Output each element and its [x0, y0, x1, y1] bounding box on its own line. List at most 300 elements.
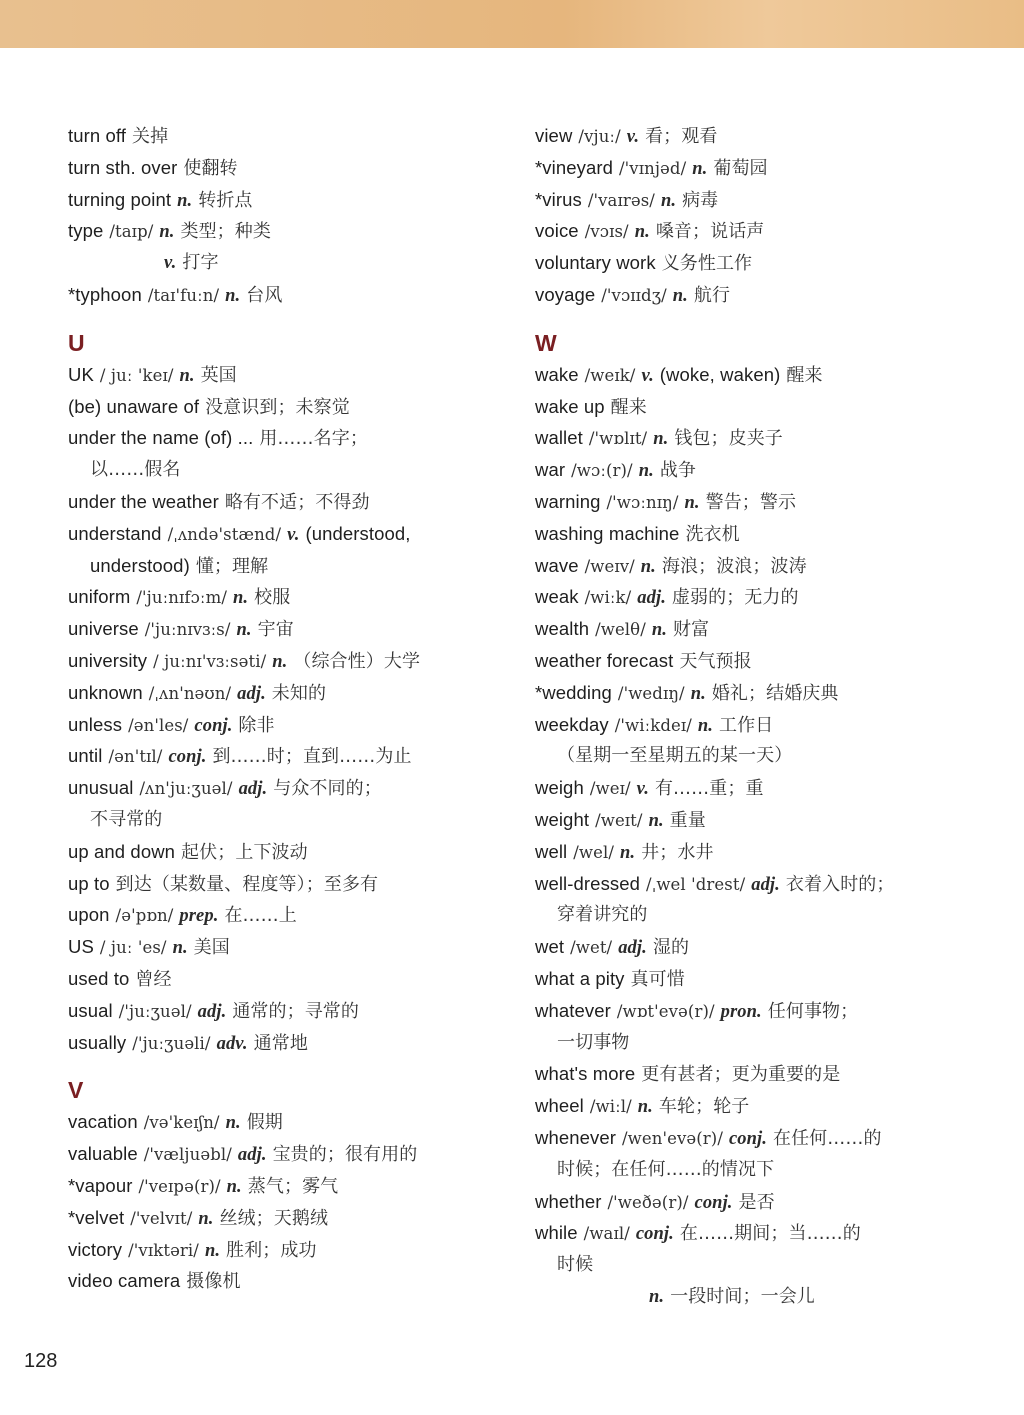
- headword: valuable: [68, 1143, 138, 1165]
- phonetic: /ʌn'juːʒuəl/: [139, 779, 233, 799]
- chinese-meaning: 摄像机: [186, 1271, 241, 1293]
- dictionary-entry: [68, 963, 508, 995]
- entry-continuation: [535, 1281, 995, 1313]
- headword: unusual: [68, 777, 134, 799]
- headword: voice: [535, 220, 579, 242]
- part-of-speech: n.: [634, 222, 650, 243]
- entry-continuation: [68, 454, 508, 486]
- dictionary-entry: [68, 279, 508, 311]
- chinese-meaning: 一切事物: [557, 1031, 630, 1053]
- entry-continuation: [535, 899, 995, 931]
- chinese-meaning: 婚礼；结婚庆典: [711, 682, 839, 704]
- headword: used to: [68, 967, 130, 989]
- part-of-speech: conj.: [194, 715, 233, 736]
- headword: up and down: [68, 840, 176, 862]
- headword: *virus: [535, 188, 582, 210]
- headword: washing machine: [535, 522, 680, 544]
- dictionary-entry: [68, 772, 508, 804]
- part-of-speech: n.: [692, 158, 708, 179]
- chinese-meaning: 台风: [246, 284, 283, 306]
- dictionary-entry: [68, 422, 508, 454]
- dictionary-entry: [68, 215, 508, 247]
- phonetic: /wɒt'evə(r)/: [616, 1001, 715, 1021]
- headword: whatever: [535, 999, 611, 1021]
- chinese-meaning: 蒸气；雾气: [247, 1175, 339, 1197]
- chinese-meaning: 假期: [246, 1112, 283, 1134]
- phonetic: /wɔː(r)/: [571, 461, 633, 481]
- chinese-meaning: 看；观看: [645, 126, 718, 147]
- phonetic: /'weðə(r)/: [607, 1192, 689, 1212]
- chinese-meaning: 懂；理解: [195, 555, 269, 577]
- chinese-meaning: 丝绒；天鹅绒: [219, 1207, 329, 1229]
- part-of-speech: n.: [232, 588, 249, 609]
- dictionary-entry: [68, 1202, 508, 1234]
- part-of-speech: n.: [159, 222, 175, 243]
- part-of-speech: v.: [287, 524, 300, 545]
- chinese-meaning: 海浪；波浪；波涛: [661, 555, 807, 577]
- headword: vacation: [68, 1111, 138, 1133]
- headword: warning: [535, 490, 601, 512]
- chinese-meaning: 通常的；寻常的: [232, 1000, 360, 1022]
- phonetic: /ə'pɒn/: [115, 906, 174, 926]
- chinese-meaning: 醒来: [610, 396, 647, 418]
- chinese-meaning: 没意识到；未察觉: [205, 396, 350, 418]
- dictionary-entry: [535, 120, 995, 152]
- headword: usually: [68, 1031, 127, 1053]
- dictionary-entry: [68, 391, 508, 423]
- dictionary-entry: [535, 550, 995, 582]
- dictionary-entry: [535, 772, 995, 804]
- phonetic: /ˌwel 'drest/: [646, 874, 746, 894]
- dictionary-entry: [68, 740, 508, 772]
- chinese-meaning: 一段时间；一会儿: [670, 1285, 815, 1307]
- phonetic: /'juːʒuəli/: [132, 1033, 211, 1053]
- section-gap: [68, 311, 508, 327]
- part-of-speech: adj.: [197, 1001, 227, 1022]
- chinese-meaning: 时候；在任何……的情况下: [557, 1158, 775, 1180]
- dictionary-entry: [68, 581, 508, 613]
- chinese-meaning: 航行: [693, 284, 731, 306]
- dictionary-entry: [68, 1106, 508, 1138]
- phonetic: /wet/: [570, 938, 613, 958]
- part-of-speech: n.: [177, 190, 193, 211]
- phonetic: /wel/: [573, 842, 615, 862]
- headword: UK: [68, 363, 94, 385]
- headword: voyage: [535, 283, 596, 305]
- part-of-speech: n.: [690, 683, 706, 704]
- entry-continuation: [535, 740, 995, 772]
- part-of-speech: conj.: [694, 1192, 733, 1213]
- dictionary-entry: [68, 613, 508, 645]
- part-of-speech: n.: [226, 1176, 242, 1197]
- headword: until: [68, 745, 103, 767]
- headword: well-dressed: [535, 872, 641, 894]
- dictionary-entry: [68, 709, 508, 741]
- headword: university: [68, 649, 148, 671]
- right-column: [535, 120, 995, 1313]
- chinese-meaning: 钱包；皮夹子: [674, 428, 783, 450]
- dictionary-entry: [68, 1234, 508, 1266]
- part-of-speech: n.: [198, 1208, 214, 1229]
- part-of-speech: v.: [636, 779, 649, 800]
- part-of-speech: n.: [179, 365, 195, 386]
- phonetic: /'velvɪt/: [130, 1208, 193, 1228]
- part-of-speech: adj.: [637, 588, 666, 609]
- dictionary-entry: [68, 1265, 508, 1297]
- dictionary-entry: [68, 677, 508, 709]
- dictionary-entry: [535, 1058, 995, 1090]
- phonetic: /wen'evə(r)/: [622, 1128, 723, 1148]
- chinese-meaning: 起伏；上下波动: [181, 841, 308, 863]
- dictionary-entry: [535, 359, 995, 391]
- phonetic: /taɪ'fuːn/: [147, 285, 220, 305]
- headword: upon: [68, 904, 110, 926]
- phonetic: / juː 'es/: [99, 938, 167, 958]
- headword: weekday: [535, 713, 609, 735]
- phonetic: /ən'les/: [128, 715, 189, 735]
- dictionary-entry: [68, 645, 508, 677]
- headword: universe: [68, 618, 139, 640]
- part-of-speech: adj.: [751, 874, 780, 895]
- dictionary-entry: [535, 709, 995, 741]
- part-of-speech: adj.: [237, 683, 266, 704]
- phonetic: /'vaɪrəs/: [587, 190, 655, 210]
- chinese-meaning: 病毒: [682, 189, 719, 211]
- phonetic: /'wedɪŋ/: [617, 683, 685, 703]
- phonetic: /welθ/: [595, 620, 646, 640]
- chinese-meaning: 宝贵的；很有用的: [272, 1144, 418, 1166]
- phonetic: /vjuː/: [578, 127, 621, 146]
- inflection-forms: (woke, waken): [659, 363, 781, 385]
- headword: well: [535, 840, 568, 862]
- dictionary-entry: [535, 931, 995, 963]
- headword: wake up: [535, 395, 605, 417]
- phonetic: /weɪv/: [584, 556, 635, 576]
- chinese-meaning: 任何事物；: [767, 1000, 859, 1022]
- dictionary-entry: [68, 359, 508, 391]
- headword: under the weather: [68, 490, 219, 512]
- phonetic: / juː 'keɪ/: [99, 365, 174, 385]
- phonetic: /weɪ/: [589, 779, 631, 799]
- entry-continuation: [68, 550, 508, 582]
- headword: turning point: [68, 188, 172, 210]
- headword: voluntary work: [535, 252, 656, 274]
- headword: (be) unaware of: [68, 395, 200, 417]
- chinese-meaning: 除非: [238, 714, 275, 736]
- phonetic: /weɪt/: [595, 810, 643, 830]
- part-of-speech: n.: [649, 1286, 665, 1307]
- left-column: [68, 120, 508, 1297]
- dictionary-entry: [535, 486, 995, 518]
- chinese-meaning: 通常地: [253, 1032, 308, 1054]
- part-of-speech: adv.: [216, 1033, 248, 1054]
- headword: understood): [90, 554, 190, 576]
- headword: weather forecast: [535, 649, 674, 671]
- dictionary-entry: [68, 995, 508, 1027]
- entry-continuation: [68, 804, 508, 836]
- chinese-meaning: 美国: [193, 937, 230, 959]
- chinese-meaning: 战争: [659, 460, 697, 482]
- part-of-speech: n.: [225, 285, 241, 306]
- part-of-speech: n.: [697, 715, 714, 736]
- chinese-meaning: 宇宙: [257, 619, 294, 641]
- part-of-speech: n.: [684, 492, 700, 513]
- headword: under the name (of) ...: [68, 427, 254, 449]
- chinese-meaning: 用……名字；: [259, 428, 368, 450]
- headword: what's more: [535, 1063, 636, 1085]
- headword: *vineyard: [535, 156, 614, 178]
- dictionary-entry: [535, 868, 995, 900]
- headword: usual: [68, 999, 113, 1021]
- chinese-meaning: 未知的: [271, 682, 327, 704]
- section-letter: U: [68, 329, 85, 356]
- part-of-speech: n.: [172, 938, 188, 959]
- entry-continuation: [535, 1249, 995, 1281]
- headword: whenever: [535, 1126, 617, 1148]
- dictionary-entry: [535, 613, 995, 645]
- headword: US: [68, 936, 94, 958]
- part-of-speech: n.: [637, 1097, 653, 1118]
- chinese-meaning: 湿的: [652, 937, 690, 959]
- headword: *wedding: [535, 681, 612, 703]
- dictionary-entry: [535, 1122, 995, 1154]
- dictionary-entry: [535, 215, 995, 247]
- dictionary-entry: [68, 518, 508, 550]
- phonetic: /ən'tɪl/: [108, 747, 163, 767]
- dictionary-entry: [68, 152, 508, 184]
- headword: wealth: [535, 618, 590, 640]
- phonetic: /vɔɪs/: [584, 222, 629, 242]
- headword: wheel: [535, 1095, 584, 1117]
- chinese-meaning: 真可惜: [630, 968, 685, 990]
- entry-continuation: [535, 1027, 995, 1059]
- dictionary-entry: [535, 422, 995, 454]
- phonetic: /taɪp/: [109, 222, 154, 242]
- chinese-meaning: 醒来: [786, 364, 823, 386]
- part-of-speech: n.: [225, 1113, 241, 1134]
- dictionary-entry: [68, 120, 508, 152]
- chinese-meaning: 到……时；直到……为止: [212, 746, 412, 768]
- dictionary-entry: [535, 963, 995, 995]
- dictionary-entry: [68, 1170, 508, 1202]
- headword: wallet: [535, 427, 583, 449]
- part-of-speech: v.: [164, 253, 177, 274]
- chinese-meaning: 嗓音；说话声: [655, 221, 765, 243]
- dictionary-entry: [68, 486, 508, 518]
- headword: what a pity: [535, 967, 625, 989]
- chinese-meaning: （综合性）大学: [293, 650, 421, 672]
- part-of-speech: n.: [660, 190, 677, 211]
- headword: up to: [68, 872, 110, 894]
- part-of-speech: adj.: [618, 938, 647, 959]
- dictionary-entry: [535, 677, 995, 709]
- phonetic: /ˌʌndə'stænd/: [167, 524, 282, 544]
- dictionary-entry: [535, 1186, 995, 1218]
- chinese-meaning: 车轮；轮子: [658, 1096, 750, 1118]
- dictionary-entry: [535, 836, 995, 868]
- headword: victory: [68, 1238, 123, 1260]
- chinese-meaning: 井；水井: [641, 841, 714, 863]
- part-of-speech: pron.: [720, 1001, 762, 1022]
- part-of-speech: n.: [204, 1240, 221, 1261]
- chinese-meaning: 在……期间；当……的: [679, 1223, 861, 1245]
- chinese-meaning: 警告；警示: [705, 491, 797, 513]
- phonetic: /'wɔːnɪŋ/: [606, 492, 679, 512]
- phonetic: /'wiːkdeɪ/: [614, 715, 692, 735]
- part-of-speech: n.: [651, 620, 667, 641]
- section-letter: V: [68, 1077, 84, 1104]
- dictionary-entry: [535, 391, 995, 423]
- headword: unknown: [68, 681, 143, 703]
- chinese-meaning: 英国: [200, 364, 237, 386]
- chinese-meaning: 以……假名: [90, 459, 181, 481]
- headword: *vapour: [68, 1174, 133, 1196]
- part-of-speech: n.: [653, 429, 669, 450]
- dictionary-entry: [68, 1138, 508, 1170]
- chinese-meaning: 衣着入时的；: [785, 873, 895, 895]
- dictionary-entry: [535, 1217, 995, 1249]
- dictionary-entry: [535, 804, 995, 836]
- headword: *velvet: [68, 1206, 125, 1228]
- entry-continuation: [68, 247, 508, 279]
- chinese-meaning: 天气预报: [679, 650, 752, 672]
- chinese-meaning: 与众不同的；: [273, 778, 382, 800]
- dictionary-entry: [535, 247, 995, 279]
- part-of-speech: prep.: [179, 906, 219, 927]
- headword: wake: [535, 363, 579, 385]
- phonetic: /'vɔɪɪdʒ/: [601, 285, 667, 305]
- part-of-speech: n.: [672, 285, 688, 306]
- dictionary-entry: [535, 518, 995, 550]
- headword: while: [535, 1222, 578, 1244]
- chinese-meaning: 在任何……的: [772, 1127, 882, 1149]
- part-of-speech: n.: [236, 620, 252, 641]
- dictionary-entry: [68, 899, 508, 931]
- chinese-meaning: 关掉: [132, 126, 169, 147]
- headword: *typhoon: [68, 283, 142, 305]
- chinese-meaning: 在……上: [224, 905, 297, 927]
- part-of-speech: conj.: [168, 747, 207, 768]
- page-number: 128: [24, 1350, 58, 1372]
- chinese-meaning: 不寻常的: [90, 808, 163, 830]
- chinese-meaning: 有……重；重: [654, 778, 764, 800]
- phonetic: /waɪl/: [583, 1224, 630, 1244]
- part-of-speech: conj.: [635, 1224, 674, 1245]
- headword: unless: [68, 713, 123, 735]
- phonetic: /'væljuəbl/: [143, 1145, 232, 1165]
- chinese-meaning: 工作日: [719, 714, 774, 736]
- headword: wave: [535, 554, 579, 576]
- chinese-meaning: 穿着讲究的: [557, 904, 648, 926]
- chinese-meaning: 胜利；成功: [226, 1239, 317, 1261]
- dictionary-entry: [535, 152, 995, 184]
- headword: understand: [68, 522, 162, 544]
- chinese-meaning: 更有甚者；更为重要的是: [641, 1064, 841, 1086]
- dictionary-entry: [68, 184, 508, 216]
- part-of-speech: conj.: [728, 1128, 767, 1149]
- dictionary-entry: [535, 995, 995, 1027]
- chinese-meaning: 类型；种类: [180, 221, 271, 243]
- phonetic: /'juːnɪvɜːs/: [144, 620, 231, 640]
- part-of-speech: n.: [638, 461, 654, 482]
- headword: war: [535, 459, 566, 481]
- chinese-meaning: （星期一至星期五的某一天）: [557, 745, 793, 767]
- chinese-meaning: 洗衣机: [685, 523, 740, 545]
- chinese-meaning: 财富: [672, 619, 710, 641]
- phonetic: /'juːʒuəl/: [118, 1001, 192, 1021]
- chinese-meaning: 使翻转: [183, 157, 238, 179]
- chinese-meaning: 略有不适；不得劲: [224, 491, 370, 513]
- chinese-meaning: 时候: [557, 1254, 594, 1276]
- dictionary-entry: [535, 581, 995, 613]
- dictionary-entry: [68, 836, 508, 868]
- headword: uniform: [68, 586, 131, 608]
- headword: turn off: [68, 125, 127, 146]
- headword: wet: [535, 936, 565, 958]
- phonetic: /'vɪnjəd/: [619, 158, 687, 178]
- dictionary-entry: [535, 454, 995, 486]
- chinese-meaning: 重量: [669, 809, 706, 831]
- headword: video camera: [68, 1270, 181, 1292]
- part-of-speech: adj.: [238, 779, 268, 800]
- part-of-speech: v.: [626, 127, 640, 147]
- dictionary-entry: [68, 1027, 508, 1059]
- headword: weak: [535, 586, 579, 608]
- phonetic: /'juːnɪfɔːm/: [136, 588, 227, 608]
- dictionary-entry: [535, 184, 995, 216]
- inflection-forms: (understood,: [305, 522, 411, 544]
- chinese-meaning: 曾经: [135, 968, 172, 990]
- chinese-meaning: 转折点: [198, 189, 253, 211]
- section-gap: [535, 311, 995, 327]
- dictionary-entry: [535, 1090, 995, 1122]
- phonetic: /wiːk/: [584, 588, 632, 608]
- phonetic: /'wɒlɪt/: [588, 429, 648, 449]
- part-of-speech: n.: [272, 651, 288, 672]
- dictionary-entry: [535, 279, 995, 311]
- part-of-speech: n.: [640, 556, 656, 577]
- dictionary-entry: [68, 931, 508, 963]
- part-of-speech: adj.: [237, 1145, 267, 1166]
- entry-continuation: [535, 1154, 995, 1186]
- chinese-meaning: 葡萄园: [713, 157, 768, 179]
- chinese-meaning: 是否: [738, 1191, 775, 1213]
- headword: weight: [535, 808, 590, 830]
- chinese-meaning: 虚弱的；无力的: [671, 587, 799, 609]
- dictionary-entry: [535, 645, 995, 677]
- part-of-speech: n.: [620, 842, 636, 863]
- dictionary-entry: [68, 868, 508, 900]
- phonetic: /və'keɪʃn/: [143, 1113, 220, 1133]
- headword: turn sth. over: [68, 156, 178, 178]
- headword: weigh: [535, 777, 584, 799]
- headword: view: [535, 125, 573, 146]
- part-of-speech: v.: [641, 365, 654, 386]
- phonetic: /wiːl/: [589, 1097, 632, 1117]
- headword: type: [68, 220, 104, 242]
- phonetic: /'veɪpə(r)/: [138, 1176, 221, 1196]
- phonetic: /weɪk/: [584, 365, 636, 385]
- page-header-band: [0, 0, 1024, 48]
- part-of-speech: n.: [648, 810, 664, 831]
- chinese-meaning: 校服: [254, 587, 291, 609]
- phonetic: /ˌʌn'nəʊn/: [148, 683, 232, 703]
- section-gap: [68, 1058, 508, 1074]
- chinese-meaning: 到达（某数量、程度等）；至多有: [115, 873, 379, 895]
- chinese-meaning: 义务性工作: [661, 253, 753, 275]
- chinese-meaning: 打字: [182, 252, 219, 274]
- phonetic: /'vɪktəri/: [128, 1240, 199, 1260]
